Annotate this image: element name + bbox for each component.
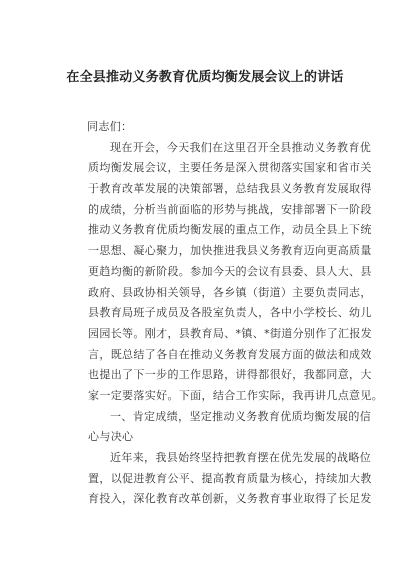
paragraph-line: 近年来，我县始终坚持把教育摆在优先发展的战略位	[110, 451, 372, 464]
paragraph-line: 置，以促进教育公平、提高教育质量为核心，持续加大教	[88, 471, 372, 485]
paragraph-line: 质均衡发展会议，主要任务是深入贯彻落实国家和省市关	[88, 161, 372, 175]
paragraph-line: 家一定要落实好。下面，结合工作实际，我再讲几点意见。	[88, 388, 384, 402]
paragraph-line: 的成绩，分析当前面临的形势与挑战，安排部署下一阶段	[88, 202, 372, 216]
paragraph-line: 言，既总结了各自在推动义务教育发展方面的做法和成效	[88, 347, 372, 361]
paragraph-line: 于教育改革发展的决策部署，总结我县义务教育发展取得	[88, 182, 372, 196]
paragraph-line: 一思想、凝心聚力，加快推进我县义务教育迈向更高质量	[88, 244, 372, 258]
section-heading-line: 心与决心	[88, 430, 134, 444]
paragraph-line: 政府、县政协相关领导，各乡镇（街道）主要负责同志，	[88, 285, 372, 299]
salutation: 同志们：	[87, 120, 133, 133]
paragraph-line: 现在开会，今天我们在这里召开全县推动义务教育优	[110, 140, 372, 154]
paragraph-line: 园园长等。刚才，县教育局、*镇、*街道分别作了汇报发	[88, 326, 373, 340]
section-heading-line: 一、肯定成绩，坚定推动义务教育优质均衡发展的信	[110, 409, 372, 423]
paragraph-line: 推动义务教育优质均衡发展的重点工作，动员全县上下统	[88, 223, 372, 237]
paragraph-line: 育投入，深化教育改革创新，义务教育事业取得了长足发	[88, 492, 372, 506]
document-body	[87, 117, 384, 510]
paragraph-line: 县教育局班子成员及各股室负责人，各中小学校长、幼儿	[88, 306, 372, 320]
paragraph-line: 更趋均衡的新阶段。参加今天的会议有县委、县人大、县	[88, 264, 372, 278]
document-title: 在全县推动义务教育优质均衡发展会议上的讲话	[66, 70, 344, 85]
paragraph-line: 也提出了下一步的工作思路，讲得都很好，我都同意，大	[88, 368, 372, 382]
